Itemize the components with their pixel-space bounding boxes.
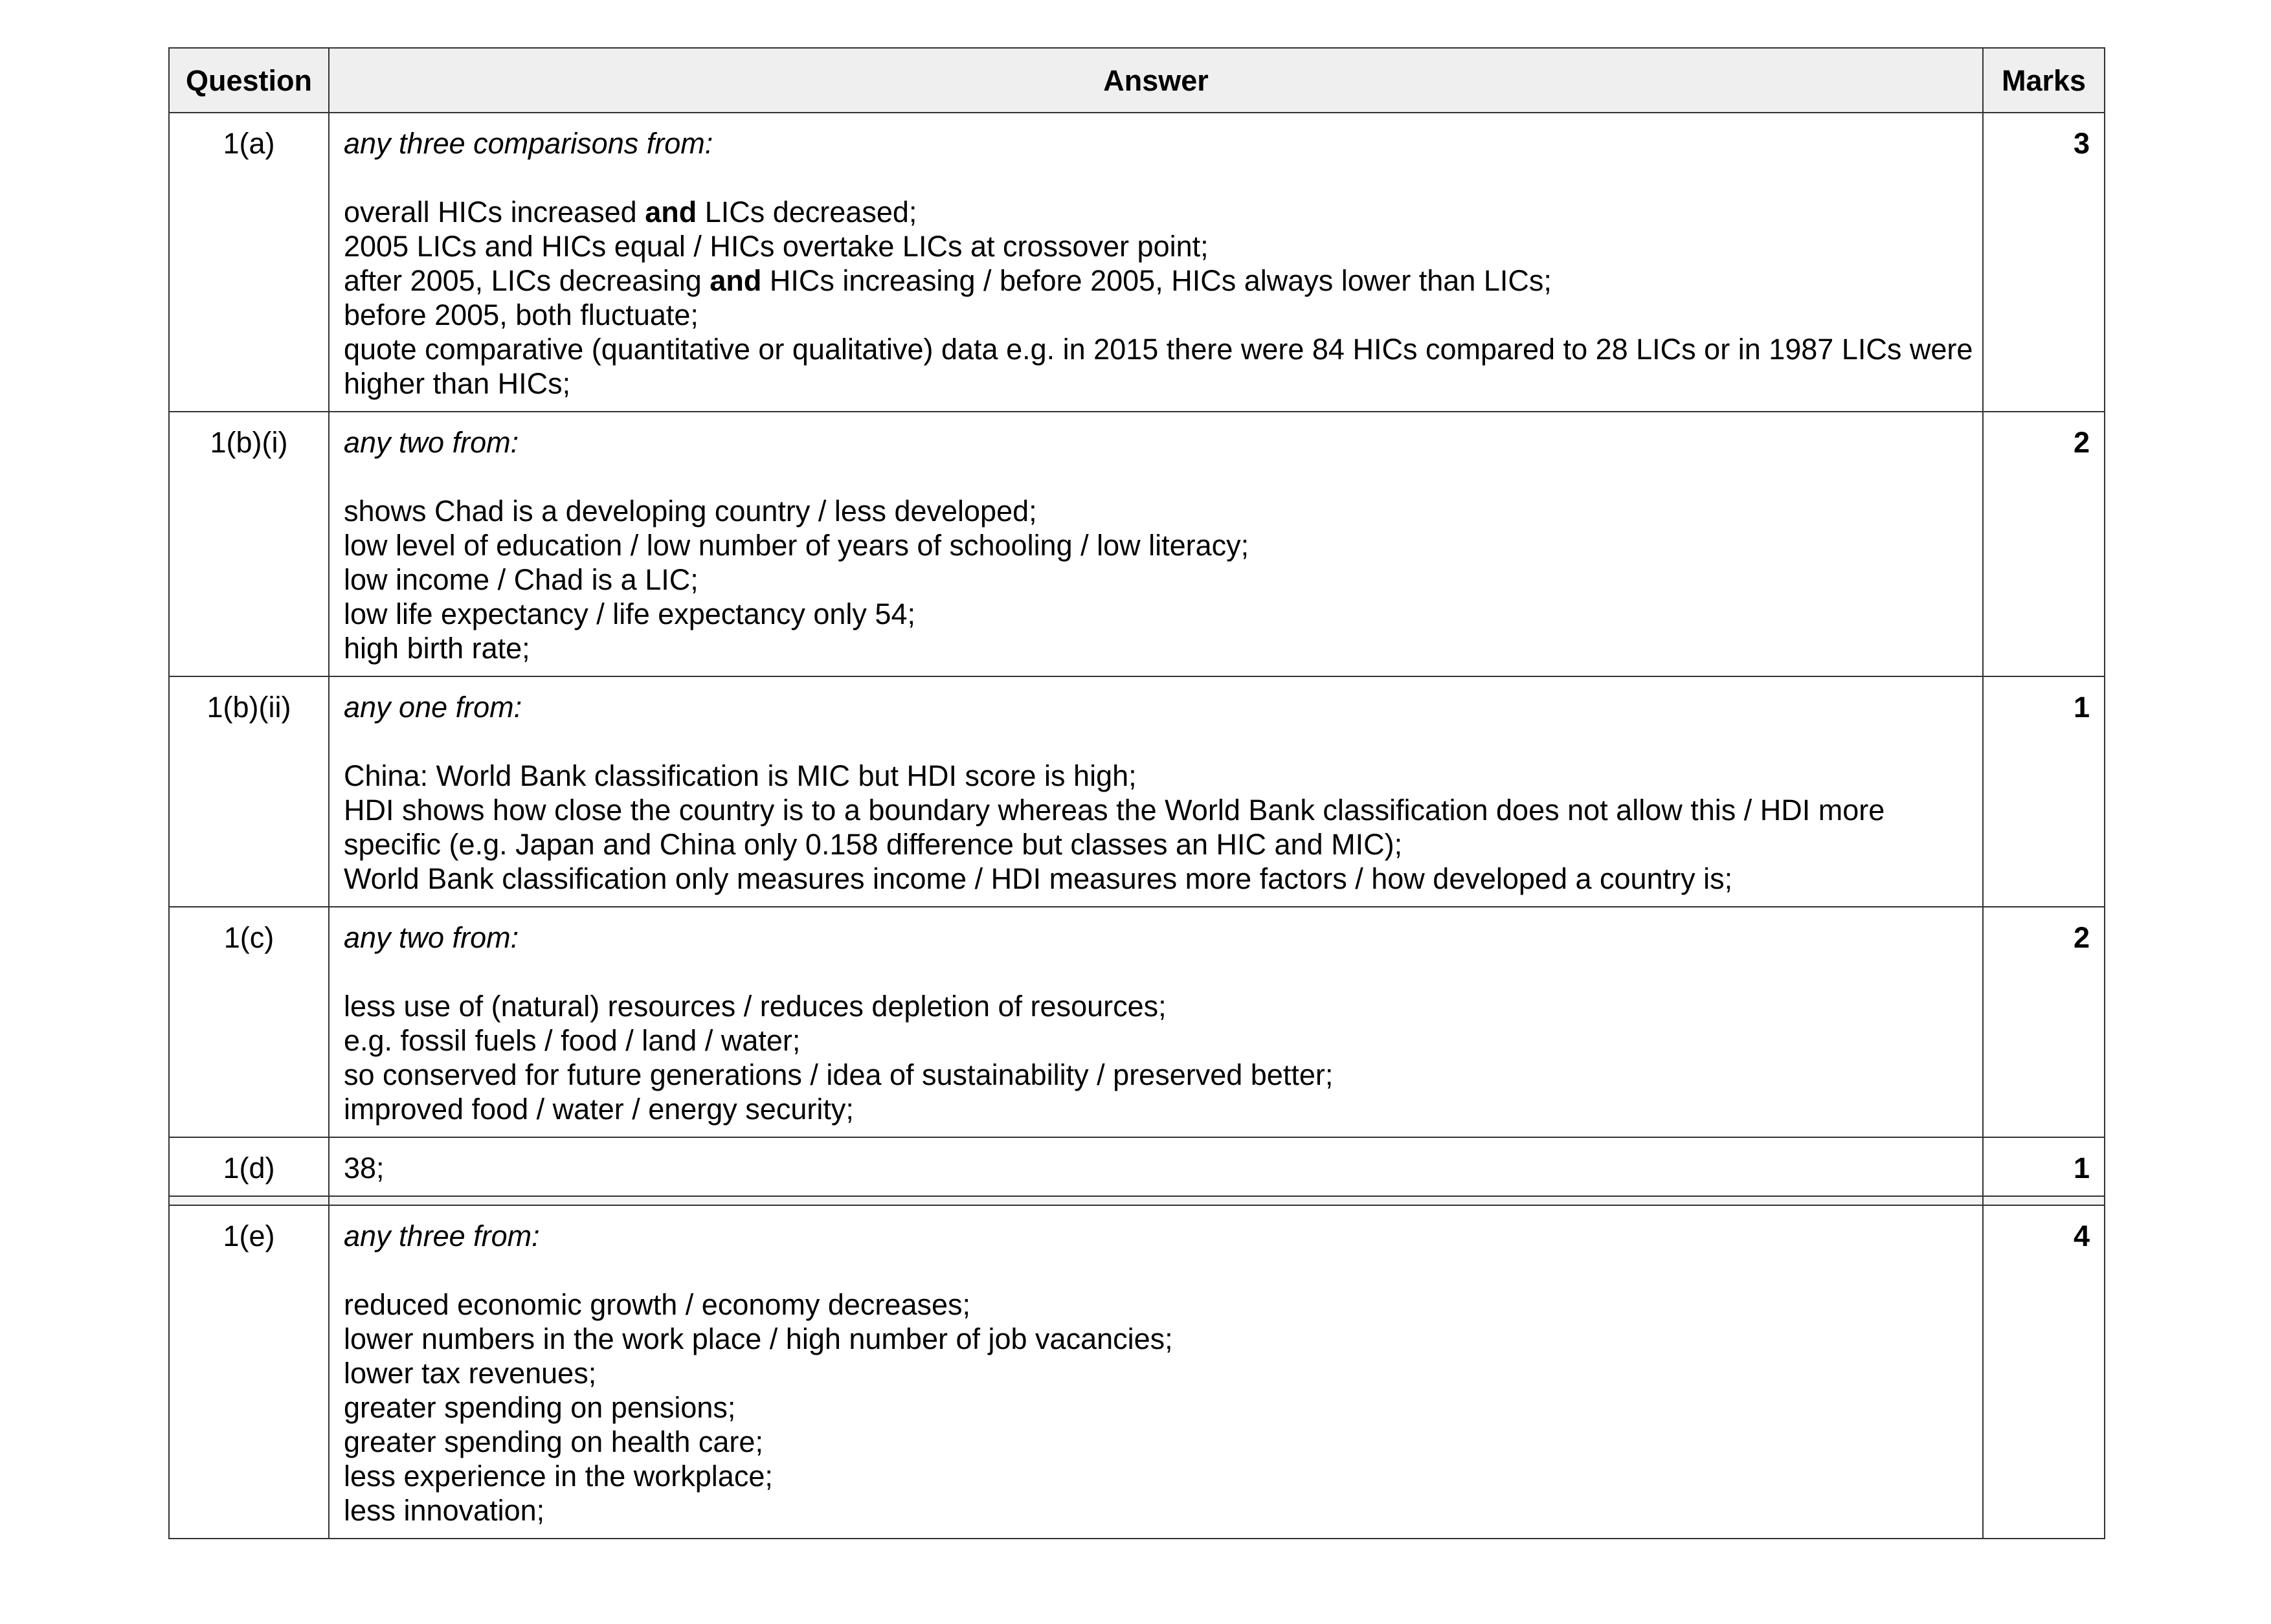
mark-scheme-body	[169, 113, 2105, 1539]
answer-cell	[329, 113, 1983, 412]
answer-point: shows Chad is a developing country / less developed;	[344, 495, 1037, 528]
question-number: 1(e)	[169, 1205, 329, 1539]
answer-point: e.g. fossil fuels / food / land / water;	[344, 1024, 801, 1057]
answer-point: lower tax revenues;	[344, 1357, 597, 1390]
answer-point: less use of (natural) resources / reduces depletion of resources;	[344, 990, 1167, 1023]
table-row	[169, 1137, 2105, 1196]
question-number: 1(b)(i)	[169, 412, 329, 676]
marks-value: 1	[1983, 1137, 2105, 1196]
answer-intro: any three comparisons from:	[344, 127, 713, 160]
answer-cell	[329, 1137, 1983, 1196]
answer-point: improved food / water / energy security;	[344, 1093, 854, 1126]
answer-point: quote comparative (quantitative or qualitative) data e.g. in 2015 there were 84 HICs compared to 28 LICs or in 1987 LICs were higher than HICs;	[344, 333, 1973, 400]
answer-point: low life expectancy / life expectancy only 54;	[344, 597, 915, 630]
question-header: Question	[169, 48, 329, 113]
answer-point: China: World Bank classification is MIC but HDI score is high;	[344, 759, 1137, 792]
table-row	[169, 676, 2105, 907]
answer-point: high birth rate;	[344, 632, 530, 665]
answer-point: low income / Chad is a LIC;	[344, 563, 699, 596]
table-row	[169, 1205, 2105, 1539]
answer-header: Answer	[329, 48, 1983, 113]
answer-point: less experience in the workplace;	[344, 1460, 773, 1493]
header-row	[169, 48, 2105, 113]
row-divider	[169, 1196, 2105, 1205]
marks-value: 2	[1983, 412, 2105, 676]
answer-point: greater spending on pensions;	[344, 1391, 736, 1424]
answer-point: 2005 LICs and HICs equal / HICs overtake LICs at crossover point;	[344, 230, 1209, 263]
question-number: 1(c)	[169, 907, 329, 1137]
answer-cell	[329, 676, 1983, 907]
row-divider-cell	[1983, 1196, 2105, 1205]
marks-value: 4	[1983, 1205, 2105, 1539]
question-number: 1(a)	[169, 113, 329, 412]
answer-point: so conserved for future generations / idea of sustainability / preserved better;	[344, 1058, 1334, 1091]
mark-scheme-table	[168, 47, 2105, 1539]
answer-point: less innovation;	[344, 1494, 545, 1527]
question-number: 1(d)	[169, 1137, 329, 1196]
answer-point: overall HICs increased and LICs decreased;	[344, 195, 917, 228]
answer-intro: any two from:	[344, 426, 519, 459]
answer-intro: any one from:	[344, 691, 522, 724]
question-number: 1(b)(ii)	[169, 676, 329, 907]
marks-header: Marks	[1983, 48, 2105, 113]
emphasis-text: and	[710, 264, 762, 297]
answer-cell	[329, 412, 1983, 676]
table-row	[169, 907, 2105, 1137]
answer-intro: any three from:	[344, 1219, 540, 1252]
answer-point: World Bank classification only measures income / HDI measures more factors / how developed a country is;	[344, 862, 1733, 895]
answer-point: before 2005, both fluctuate;	[344, 298, 699, 331]
marks-value: 3	[1983, 113, 2105, 412]
table-row	[169, 412, 2105, 676]
answer-point: 38;	[344, 1151, 385, 1185]
answer-point: greater spending on health care;	[344, 1425, 763, 1458]
answer-point: HDI shows how close the country is to a boundary whereas the World Bank classification does not allow this / HDI more specific (e.g. Japan and China only 0.158 difference but classes an HIC and MIC);	[344, 794, 1885, 861]
answer-point: low level of education / low number of years of schooling / low literacy;	[344, 529, 1249, 562]
marks-value: 1	[1983, 676, 2105, 907]
answer-cell	[329, 1205, 1983, 1539]
answer-point: reduced economic growth / economy decreases;	[344, 1288, 971, 1321]
answer-intro: any two from:	[344, 921, 519, 954]
table-row	[169, 113, 2105, 412]
emphasis-text: and	[645, 195, 697, 228]
answer-cell	[329, 907, 1983, 1137]
answer-point: lower numbers in the work place / high number of job vacancies;	[344, 1322, 1173, 1355]
row-divider-cell	[329, 1196, 1983, 1205]
row-divider-cell	[169, 1196, 329, 1205]
marks-value: 2	[1983, 907, 2105, 1137]
answer-point: after 2005, LICs decreasing and HICs increasing / before 2005, HICs always lower than LICs;	[344, 264, 1552, 297]
